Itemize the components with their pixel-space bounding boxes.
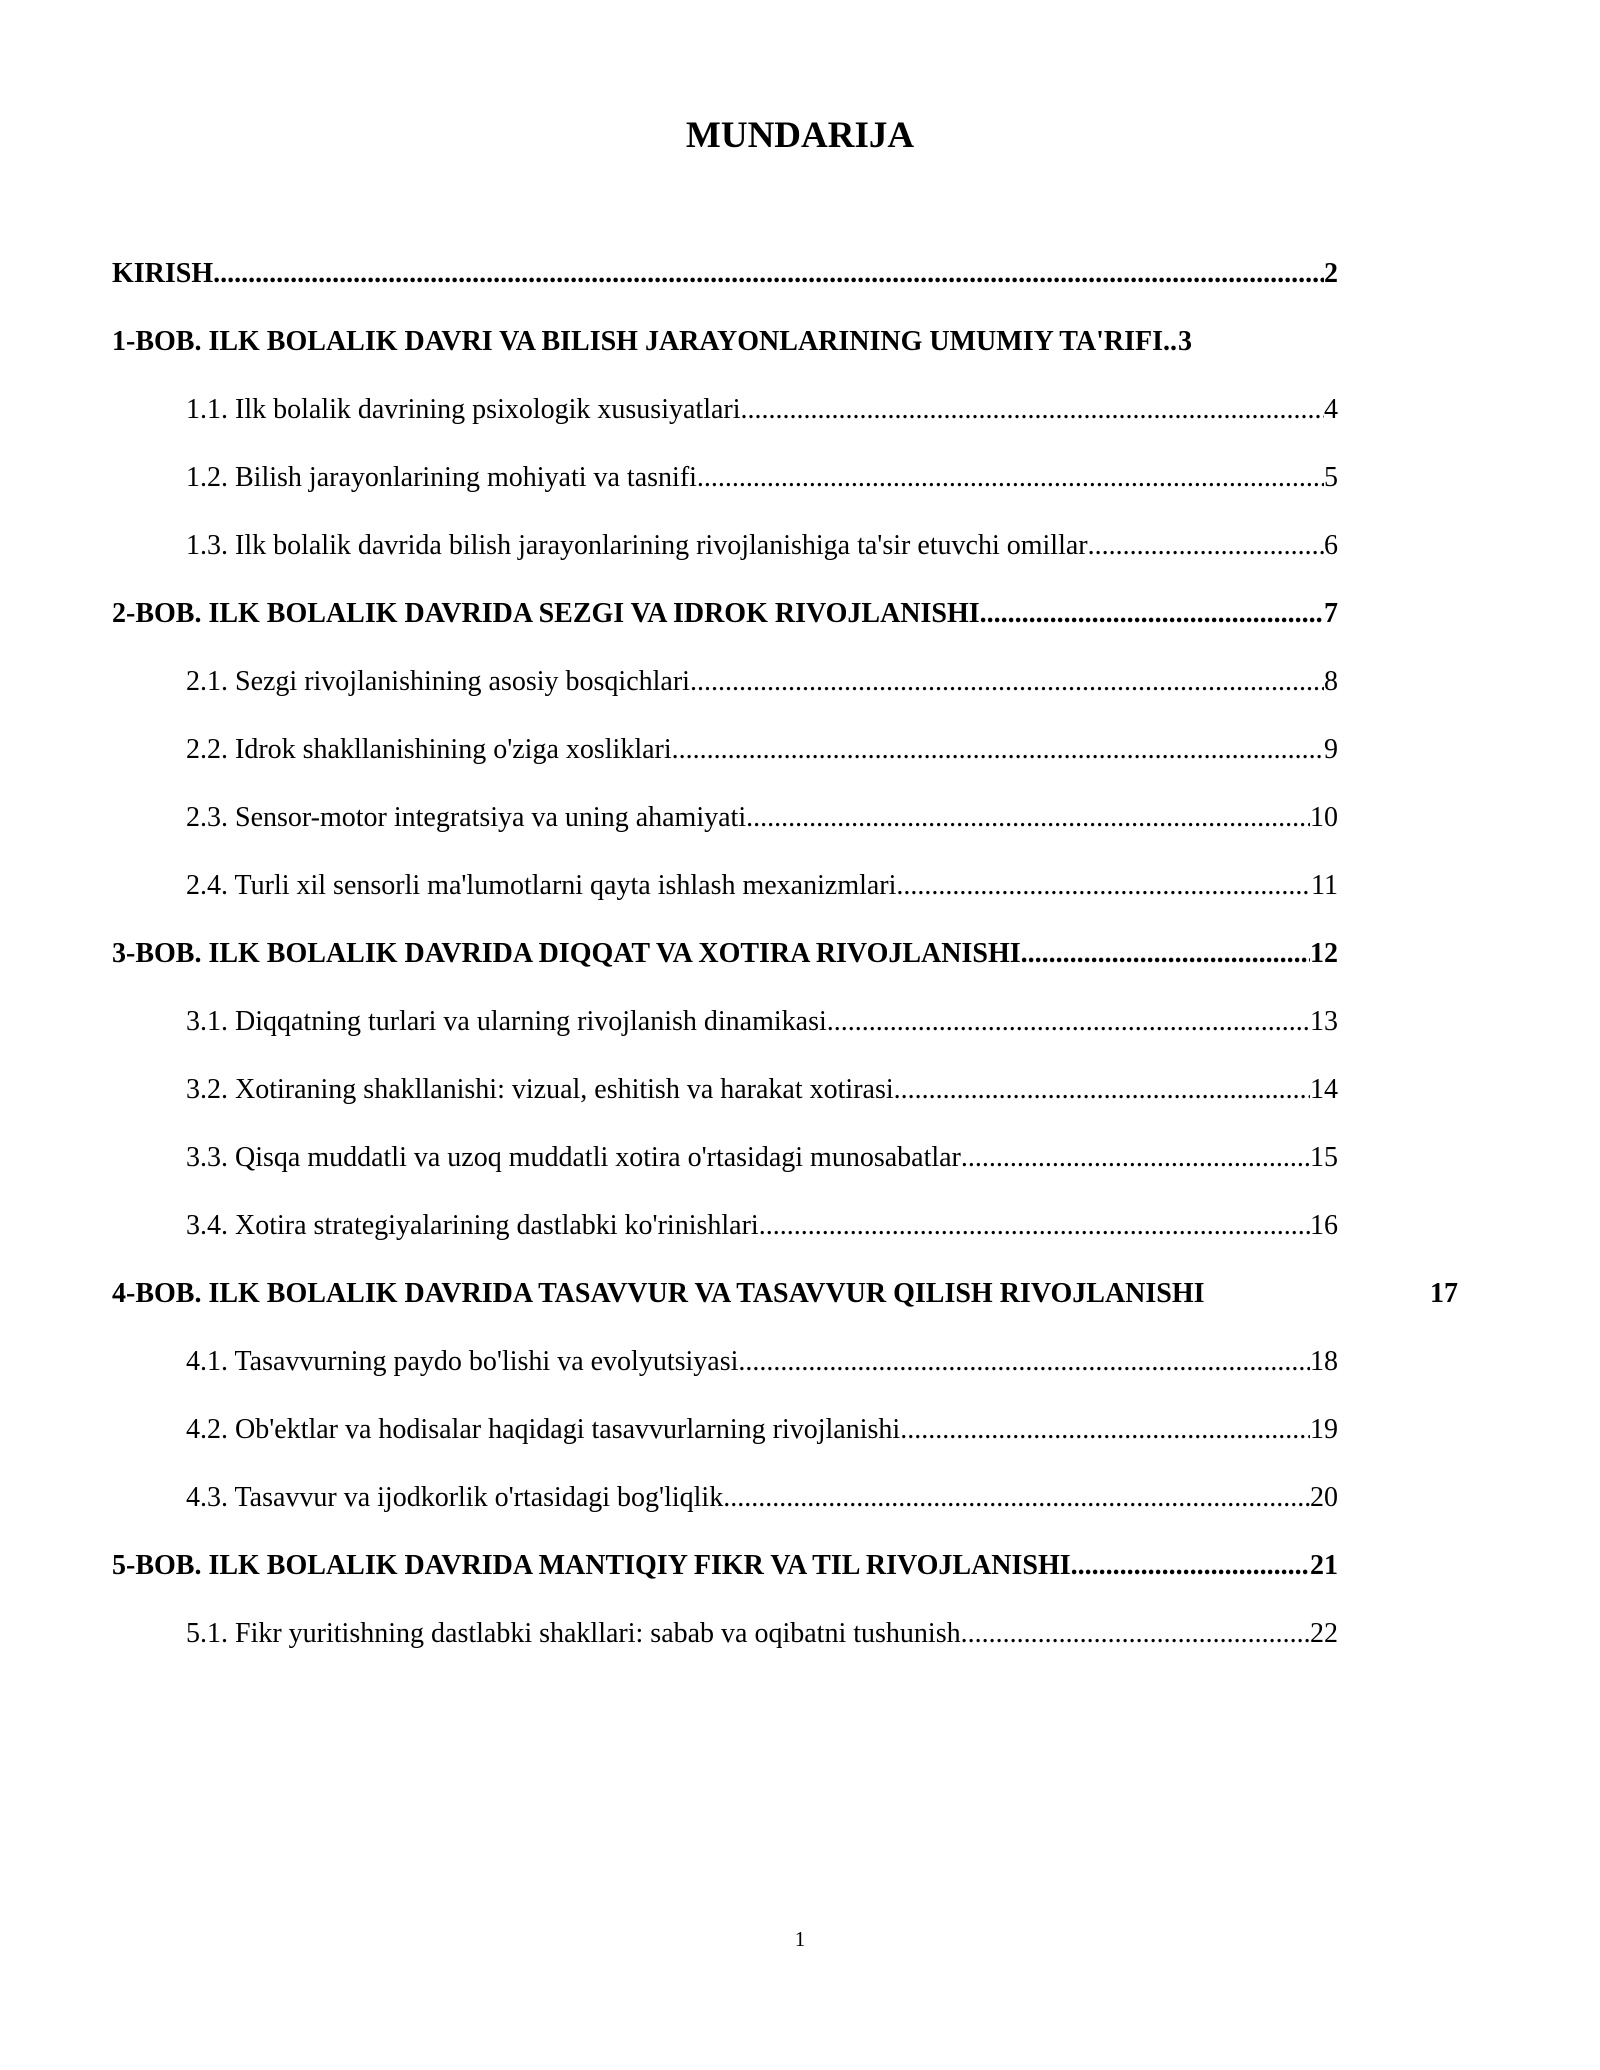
toc-entry-page: 11	[1311, 870, 1338, 901]
page-number: 1	[794, 1927, 806, 1951]
toc-entry-page: 16	[1310, 1210, 1338, 1241]
toc-entry-page: 18	[1310, 1346, 1338, 1377]
toc-entry-title: 2.3. Sensor-motor integratsiya va uning ahamiyati	[186, 802, 747, 833]
toc-leader-dots	[1170, 318, 1178, 366]
toc-leader-dots	[894, 1066, 1310, 1114]
toc-entry-page: 22	[1310, 1618, 1338, 1649]
toc-entry-section-3-1[interactable]	[0, 998, 1338, 1066]
page-title: MUNDARIJA	[685, 115, 915, 156]
toc-entry-page: 17	[1430, 1278, 1458, 1309]
toc-entry-page: 13	[1310, 1006, 1338, 1037]
toc-entry-title: 3-BOB. ILK BOLALIK DAVRIDA DIQQAT VA XOTIRA RIVOJLANISHI	[112, 938, 1021, 969]
toc-leader-dots	[759, 1202, 1310, 1250]
toc-entry-title: 3.2. Xotiraning shakllanishi: vizual, eshitish va harakat xotirasi	[186, 1074, 894, 1105]
toc-entry-title: 4.3. Tasavvur va ijodkorlik o'rtasidagi bog'liqlik	[186, 1482, 724, 1513]
toc-entry-chapter-3[interactable]	[0, 930, 1338, 998]
toc-leader-dots	[900, 1406, 1310, 1454]
toc-entry-page: 20	[1310, 1482, 1338, 1513]
toc-entry-title: 3.3. Qisqa muddatli va uzoq muddatli xotira o'rtasidagi munosabatlar	[186, 1142, 961, 1173]
toc-leader-dots	[723, 1474, 1310, 1522]
toc-entry-page: 8	[1324, 666, 1338, 697]
toc-entry-page: 21	[1310, 1550, 1338, 1581]
toc-entry-title: 2-BOB. ILK BOLALIK DAVRIDA SEZGI VA IDROK RIVOJLANISHI	[112, 598, 980, 629]
toc-entry-page: 14	[1310, 1074, 1338, 1105]
toc-entry-page: 6	[1324, 530, 1338, 561]
toc-entry-title: 5.1. Fikr yuritishning dastlabki shakllari: sabab va oqibatni tushunish	[186, 1618, 961, 1649]
toc-leader-dots	[827, 998, 1310, 1046]
toc-entry-page: 9	[1324, 734, 1338, 765]
toc-entry-page: 12	[1310, 938, 1338, 969]
toc-entry-section-3-3[interactable]	[0, 1134, 1338, 1202]
toc-entry-page: 15	[1310, 1142, 1338, 1173]
toc-entry-section-3-4[interactable]	[0, 1202, 1338, 1270]
toc-leader-dots	[741, 386, 1324, 434]
toc-entry-title: 1.2. Bilish jarayonlarining mohiyati va tasnifi	[186, 462, 697, 493]
toc-entry-section-1-1[interactable]	[0, 386, 1338, 454]
toc-entry-section-2-1[interactable]	[0, 658, 1338, 726]
toc-entry-title: 2.2. Idrok shakllanishining o'ziga xosliklari	[186, 734, 672, 765]
toc-entry-section-1-3[interactable]	[0, 522, 1338, 590]
table-of-contents	[0, 250, 1600, 1678]
toc-entry-page: 2	[1324, 258, 1338, 289]
toc-entry-page: 5	[1324, 462, 1338, 493]
toc-entry-introduction[interactable]	[0, 250, 1338, 318]
toc-entry-title: 3.1. Diqqatning turlari va ularning rivojlanish dinamikasi	[186, 1006, 827, 1037]
toc-entry-title: 4.2. Ob'ektlar va hodisalar haqidagi tasavvurlarning rivojlanishi	[186, 1414, 901, 1445]
toc-entry-title: 1.3. Ilk bolalik davrida bilish jarayonlarining rivojlanishiga ta'sir etuvchi omillar	[186, 530, 1088, 561]
toc-entry-title: 2.4. Turli xil sensorli ma'lumotlarni qayta ishlash mexanizmlari	[186, 870, 897, 901]
toc-leader-dots	[980, 590, 1324, 638]
toc-entry-chapter-5[interactable]	[0, 1542, 1338, 1610]
toc-entry-title: 5-BOB. ILK BOLALIK DAVRIDA MANTIQIY FIKR VA TIL RIVOJLANISHI	[112, 1550, 1071, 1581]
toc-entry-section-1-2[interactable]	[0, 454, 1338, 522]
toc-entry-title: 3.4. Xotira strategiyalarining dastlabki ko'rinishlari	[186, 1210, 759, 1241]
toc-entry-section-2-2[interactable]	[0, 726, 1338, 794]
toc-entry-section-4-1[interactable]	[0, 1338, 1338, 1406]
toc-entry-chapter-1[interactable]	[0, 318, 1338, 386]
toc-entry-page: 3	[1177, 326, 1192, 357]
toc-leader-dots	[1088, 522, 1324, 570]
toc-leader-dots	[746, 794, 1310, 842]
toc-entry-section-4-3[interactable]	[0, 1474, 1338, 1542]
toc-leader-dots	[697, 454, 1324, 502]
toc-entry-section-2-3[interactable]	[0, 794, 1338, 862]
toc-leader-dots	[1021, 930, 1310, 978]
toc-entry-title: 1.1. Ilk bolalik davrining psixologik xususiyatlari	[186, 394, 741, 425]
toc-entry-section-3-2[interactable]	[0, 1066, 1338, 1134]
toc-entry-section-5-1[interactable]	[0, 1610, 1338, 1678]
toc-leader-dots	[961, 1610, 1310, 1658]
toc-leader-dots	[896, 862, 1311, 910]
toc-entry-title: 4.1. Tasavvurning paydo bo'lishi va evolyutsiyasi	[186, 1346, 739, 1377]
toc-entry-title: 2.1. Sezgi rivojlanishining asosiy bosqichlari	[186, 666, 690, 697]
toc-leader-dots	[672, 726, 1324, 774]
toc-entry-section-4-2[interactable]	[0, 1406, 1338, 1474]
toc-entry-chapter-2[interactable]	[0, 590, 1338, 658]
toc-entry-title: 4-BOB. ILK BOLALIK DAVRIDA TASAVVUR VA TASAVVUR QILISH RIVOJLANISHI	[112, 1278, 1205, 1309]
toc-entry-title: KIRISH	[112, 258, 214, 289]
toc-leader-dots	[961, 1134, 1310, 1182]
toc-entry-section-2-4[interactable]	[0, 862, 1338, 930]
toc-entry-title: 1-BOB. ILK BOLALIK DAVRI VA BILISH JARAYONLARINING UMUMIY TA'RIFI.	[112, 326, 1170, 357]
toc-entry-chapter-4[interactable]	[0, 1270, 1458, 1338]
toc-entry-page: 19	[1310, 1414, 1338, 1445]
toc-entry-page: 10	[1310, 802, 1338, 833]
toc-leader-dots	[213, 250, 1324, 298]
toc-entry-page: 4	[1324, 394, 1338, 425]
toc-leader-dots	[1071, 1542, 1310, 1590]
toc-entry-page: 7	[1324, 598, 1338, 629]
toc-leader-dots	[690, 658, 1324, 706]
toc-leader-dots	[738, 1338, 1310, 1386]
